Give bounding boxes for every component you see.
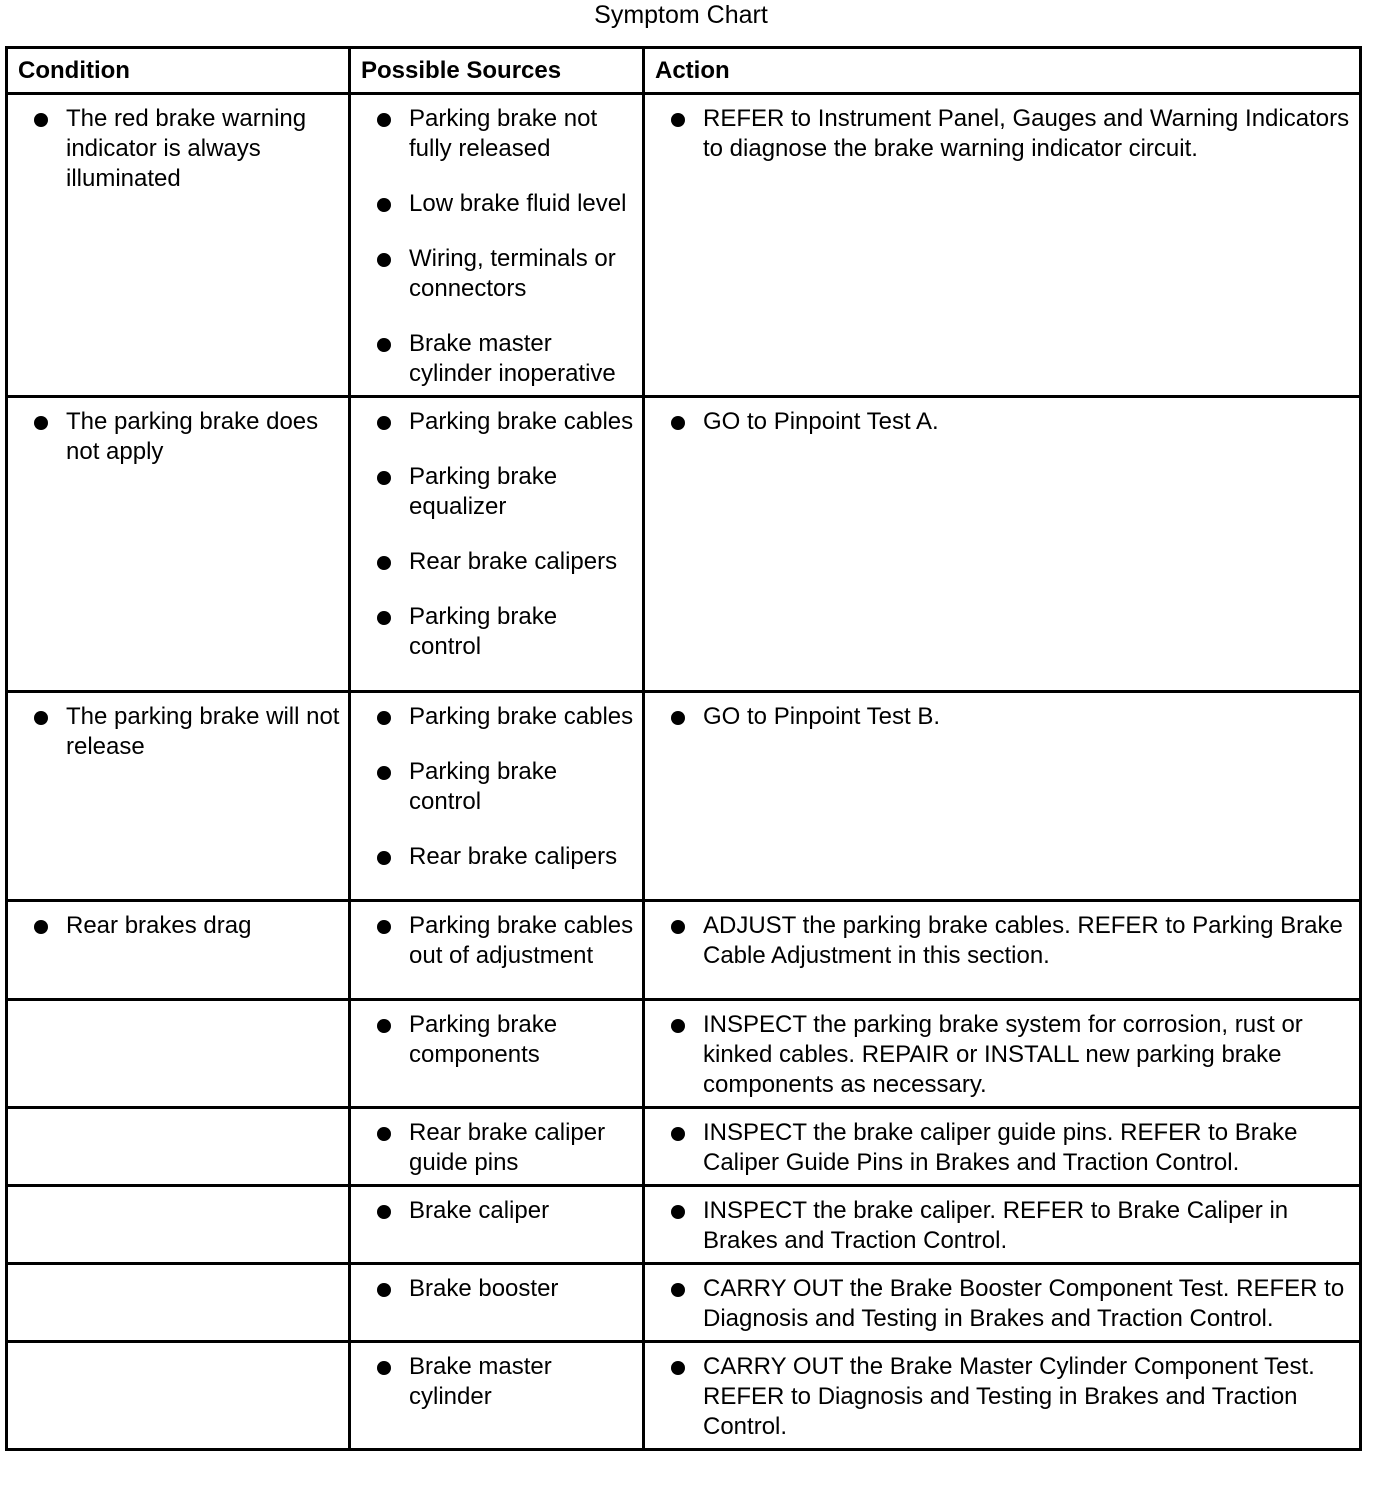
header-condition: Condition <box>7 48 350 94</box>
bullet-dot-icon <box>377 1019 391 1033</box>
bullet-item <box>375 602 634 662</box>
bullet-item <box>375 407 634 437</box>
action-cell <box>644 1186 1361 1264</box>
bullet-item <box>375 1352 634 1412</box>
symptom-table <box>5 46 1362 1451</box>
bullet-item <box>669 1274 1351 1334</box>
table-row <box>7 901 1361 1000</box>
bullet-item <box>669 407 1351 437</box>
possible-sources-cell <box>350 1186 644 1264</box>
bullet-dot-icon <box>377 1205 391 1219</box>
condition-cell <box>7 901 350 1000</box>
table-body <box>7 94 1361 1450</box>
bullet-text: ADJUST the parking brake cables. REFER to Parking Brake Cable Adjustment in this section. <box>703 912 1343 969</box>
bullet-item <box>669 702 1351 732</box>
bullet-dot-icon <box>377 471 391 485</box>
table-row <box>7 1000 1361 1108</box>
bullet-item <box>669 1118 1351 1178</box>
bullet-dot-icon <box>377 711 391 725</box>
bullet-dot-icon <box>377 851 391 865</box>
bullet-dot-icon <box>377 1283 391 1297</box>
bullet-dot-icon <box>377 338 391 352</box>
bullet-text: The parking brake will not release <box>66 703 340 760</box>
bullet-item <box>375 462 634 522</box>
bullet-dot-icon <box>377 766 391 780</box>
bullet-text: The parking brake does not apply <box>66 408 319 465</box>
bullet-text: GO to Pinpoint Test B. <box>703 703 941 730</box>
bullet-item <box>375 189 634 219</box>
bullet-dot-icon <box>671 1019 685 1033</box>
bullet-text: Parking brake equalizer <box>409 463 558 520</box>
table-row <box>7 1342 1361 1450</box>
bullet-text: Parking brake cables <box>409 408 634 435</box>
possible-sources-cell <box>350 1342 644 1450</box>
bullet-dot-icon <box>34 711 48 725</box>
action-cell <box>644 1000 1361 1108</box>
bullet-item <box>669 1010 1351 1100</box>
bullet-dot-icon <box>671 1127 685 1141</box>
bullet-dot-icon <box>377 1127 391 1141</box>
bullet-dot-icon <box>377 556 391 570</box>
bullet-text: Rear brakes drag <box>66 912 252 939</box>
bullet-item <box>375 1010 634 1070</box>
condition-cell <box>7 1342 350 1450</box>
bullet-item <box>375 1118 634 1178</box>
table-row <box>7 692 1361 901</box>
bullet-item <box>375 329 634 389</box>
table-row <box>7 1264 1361 1342</box>
bullet-item <box>375 702 634 732</box>
condition-cell <box>7 1264 350 1342</box>
condition-cell <box>7 1000 350 1108</box>
chart-title: Symptom Chart <box>594 1 768 29</box>
bullet-item <box>375 1196 634 1226</box>
action-cell <box>644 94 1361 397</box>
bullet-dot-icon <box>671 1205 685 1219</box>
possible-sources-cell <box>350 1000 644 1108</box>
bullet-item <box>32 911 340 941</box>
bullet-text: Brake booster <box>409 1275 559 1302</box>
bullet-text: Wiring, terminals or connectors <box>409 245 616 302</box>
bullet-dot-icon <box>377 920 391 934</box>
possible-sources-cell <box>350 1108 644 1186</box>
bullet-text: Rear brake caliper guide pins <box>409 1119 606 1176</box>
bullet-dot-icon <box>377 198 391 212</box>
bullet-text: Brake master cylinder inoperative <box>409 330 616 387</box>
table-row <box>7 397 1361 692</box>
bullet-item <box>669 104 1351 164</box>
bullet-dot-icon <box>671 416 685 430</box>
bullet-text: The red brake warning indicator is always illuminated <box>66 105 307 192</box>
table-row <box>7 94 1361 397</box>
bullet-dot-icon <box>377 253 391 267</box>
header-possible-sources: Possible Sources <box>350 48 644 94</box>
action-cell <box>644 397 1361 692</box>
bullet-item <box>375 104 634 164</box>
bullet-text: Brake caliper <box>409 1197 550 1224</box>
bullet-text: GO to Pinpoint Test A. <box>703 408 939 435</box>
bullet-item <box>375 842 634 872</box>
action-cell <box>644 692 1361 901</box>
header-action: Action <box>644 48 1361 94</box>
bullet-item <box>669 911 1351 971</box>
bullet-item <box>669 1352 1351 1442</box>
action-cell <box>644 901 1361 1000</box>
action-cell <box>644 1108 1361 1186</box>
bullet-dot-icon <box>377 113 391 127</box>
bullet-text: Rear brake calipers <box>409 548 618 575</box>
bullet-text: Parking brake components <box>409 1011 558 1068</box>
bullet-text: INSPECT the brake caliper guide pins. REFER to Brake Caliper Guide Pins in Brakes and Traction Control. <box>703 1119 1298 1176</box>
bullet-text: Parking brake cables out of adjustment <box>409 912 634 969</box>
bullet-text: Parking brake control <box>409 758 558 815</box>
condition-cell <box>7 1186 350 1264</box>
bullet-item <box>32 702 340 762</box>
header-row <box>7 48 1361 94</box>
bullet-text: INSPECT the brake caliper. REFER to Brake Caliper in Brakes and Traction Control. <box>703 1197 1289 1254</box>
bullet-dot-icon <box>671 1361 685 1375</box>
bullet-item <box>375 911 634 971</box>
bullet-dot-icon <box>671 113 685 127</box>
condition-cell <box>7 1108 350 1186</box>
table-row <box>7 1186 1361 1264</box>
possible-sources-cell <box>350 94 644 397</box>
possible-sources-cell <box>350 901 644 1000</box>
bullet-dot-icon <box>671 920 685 934</box>
action-cell <box>644 1264 1361 1342</box>
bullet-text: Parking brake control <box>409 603 558 660</box>
bullet-text: Parking brake not fully released <box>409 105 598 162</box>
bullet-dot-icon <box>671 1283 685 1297</box>
condition-cell <box>7 692 350 901</box>
bullet-dot-icon <box>34 416 48 430</box>
condition-cell <box>7 94 350 397</box>
possible-sources-cell <box>350 1264 644 1342</box>
action-cell <box>644 1342 1361 1450</box>
bullet-dot-icon <box>377 1361 391 1375</box>
condition-cell <box>7 397 350 692</box>
bullet-item <box>669 1196 1351 1256</box>
bullet-text: INSPECT the parking brake system for corrosion, rust or kinked cables. REPAIR or INSTALL new parking brake components as necessary. <box>703 1011 1303 1098</box>
bullet-text: CARRY OUT the Brake Master Cylinder Component Test. REFER to Diagnosis and Testing in Brakes and Traction Control. <box>703 1353 1315 1440</box>
table-row <box>7 1108 1361 1186</box>
possible-sources-cell <box>350 692 644 901</box>
bullet-dot-icon <box>34 920 48 934</box>
possible-sources-cell <box>350 397 644 692</box>
bullet-dot-icon <box>34 113 48 127</box>
bullet-item <box>32 104 340 194</box>
bullet-item <box>375 244 634 304</box>
bullet-text: Brake master cylinder <box>409 1353 552 1410</box>
bullet-text: Low brake fluid level <box>409 190 627 217</box>
bullet-text: Parking brake cables <box>409 703 634 730</box>
bullet-text: REFER to Instrument Panel, Gauges and Warning Indicators to diagnose the brake warning indicator circuit. <box>703 105 1350 162</box>
bullet-item <box>32 407 340 467</box>
bullet-dot-icon <box>377 416 391 430</box>
bullet-dot-icon <box>671 711 685 725</box>
bullet-item <box>375 547 634 577</box>
bullet-text: CARRY OUT the Brake Booster Component Test. REFER to Diagnosis and Testing in Brakes and Traction Control. <box>703 1275 1345 1332</box>
bullet-item <box>375 1274 634 1304</box>
bullet-dot-icon <box>377 611 391 625</box>
bullet-item <box>375 757 634 817</box>
bullet-text: Rear brake calipers <box>409 843 618 870</box>
